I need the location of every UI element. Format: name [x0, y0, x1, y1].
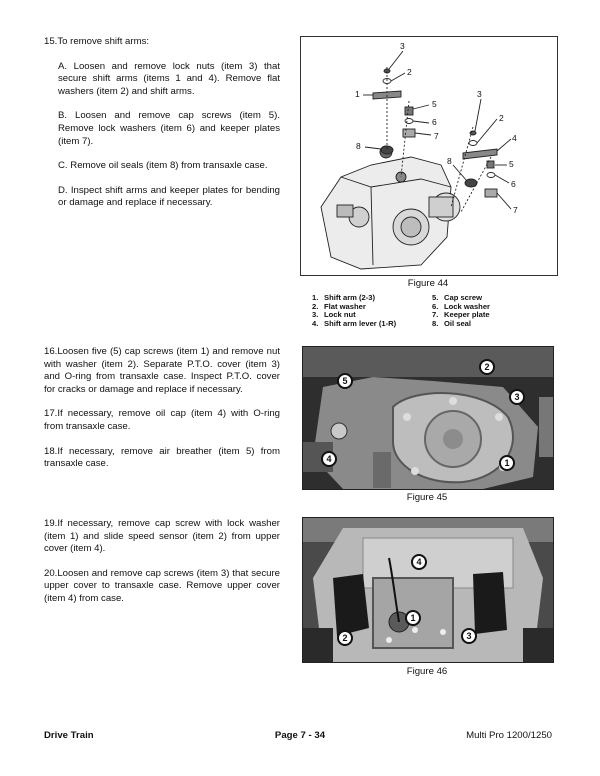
footer-page-number: Page 7 - 34 — [274, 730, 326, 741]
exploded-view-diagram — [301, 37, 557, 275]
section-16-18-text — [44, 346, 280, 483]
legend-text: Cap screw — [444, 293, 482, 302]
fig45-callout-3: 3 — [509, 389, 525, 405]
fig46-callout-1: 1 — [405, 610, 421, 626]
figure-45-caption: Figure 45 — [406, 492, 448, 503]
step-16: 16.Loosen five (5) cap screws (item 1) and remove nut with washer (item 2). Separate P.T.O. cover (item 3) and O-ring from transaxle case. Inspect P.T.O. cover for cracks or damage and replace if necessary. — [44, 346, 280, 395]
figure-45-photo — [302, 346, 554, 490]
fig46-callout-4: 4 — [411, 554, 427, 570]
section-15-text — [44, 36, 280, 222]
figure-46-photo — [302, 517, 554, 663]
fig44-callout-6a: 6 — [432, 117, 437, 127]
legend-text: Shift arm lever (1-R) — [324, 318, 397, 328]
fig44-callout-5b: 5 — [509, 159, 514, 169]
fig44-callout-6b: 6 — [511, 179, 516, 189]
fig44-callout-8b: 8 — [447, 156, 452, 166]
step-15d: D. Inspect shift arms and keeper plates for bending or damage and replace if necessary. — [58, 184, 280, 209]
footer-section: Drive Train — [44, 730, 94, 741]
fig44-callout-2b: 2 — [499, 113, 504, 123]
figure-44-caption: Figure 44 — [407, 278, 449, 289]
step-20: 20.Loosen and remove cap screws (item 3) that secure upper cover to transaxle case. Remove upper cover (item 4) from case. — [44, 567, 280, 604]
pto-cover-photo — [303, 347, 553, 489]
fig44-callout-7b: 7 — [513, 205, 518, 215]
fig46-callout-3: 3 — [461, 628, 477, 644]
legend-text: Shift arm (2-3) — [324, 293, 376, 302]
legend-text: Oil seal — [444, 318, 472, 328]
legend-num: 4. — [312, 318, 319, 328]
figure-44-legend-right — [432, 294, 552, 328]
step-15-heading: 15.To remove shift arms: — [44, 36, 150, 47]
legend-text: Flat washer — [324, 301, 366, 311]
fig44-callout-7a: 7 — [434, 131, 439, 141]
fig46-callout-2: 2 — [337, 630, 353, 646]
legend-num: 8. — [432, 318, 439, 328]
legend-num: 7. — [432, 310, 439, 320]
step-17: 17.If necessary, remove oil cap (item 4) with O-ring from transaxle case. — [44, 408, 280, 432]
legend-num: 5. — [432, 293, 439, 302]
step-19: 19.If necessary, remove cap screw with lock washer (item 1) and slide speed sensor (item 2) from upper cover (item 4). — [44, 518, 280, 555]
legend-num: 2. — [312, 301, 319, 311]
fig45-callout-4: 4 — [321, 451, 337, 467]
figure-46-caption: Figure 46 — [406, 666, 448, 677]
fig44-callout-2a: 2 — [407, 67, 412, 77]
fig44-callout-3b: 3 — [477, 89, 482, 99]
step-15b: B. Loosen and remove cap screws (item 5). Remove lock washers (item 6) and keeper plates (item 7). — [58, 110, 280, 147]
legend-num: 6. — [432, 301, 439, 311]
fig44-callout-5a: 5 — [432, 99, 437, 109]
step-15a: A. Loosen and remove lock nuts (item 3) that secure shift arms (items 1 and 4). Remove flat washers (item 2) and shift arms. — [58, 60, 280, 97]
fig44-callout-4: 4 — [512, 133, 517, 143]
legend-text: Keeper plate — [444, 310, 490, 320]
figure-44-frame — [300, 36, 558, 276]
figure-44-legend-left — [312, 294, 432, 328]
section-19-20-text — [44, 518, 280, 618]
fig44-callout-1: 1 — [355, 89, 360, 99]
legend-text: Lock nut — [324, 310, 356, 320]
fig44-callout-8a: 8 — [356, 141, 361, 151]
legend-num: 1. — [312, 293, 319, 302]
step-18: 18.If necessary, remove air breather (item 5) from transaxle case. — [44, 445, 280, 470]
fig45-callout-1: 1 — [499, 455, 515, 471]
fig45-callout-5: 5 — [337, 373, 353, 389]
footer-model: Multi Pro 1200/1250 — [466, 730, 552, 741]
step-15c: C. Remove oil seals (item 8) from transaxle case. — [58, 160, 268, 172]
legend-num: 3. — [312, 310, 319, 320]
fig45-callout-2: 2 — [479, 359, 495, 375]
fig44-callout-3a: 3 — [400, 41, 405, 51]
legend-text: Lock washer — [444, 301, 491, 311]
